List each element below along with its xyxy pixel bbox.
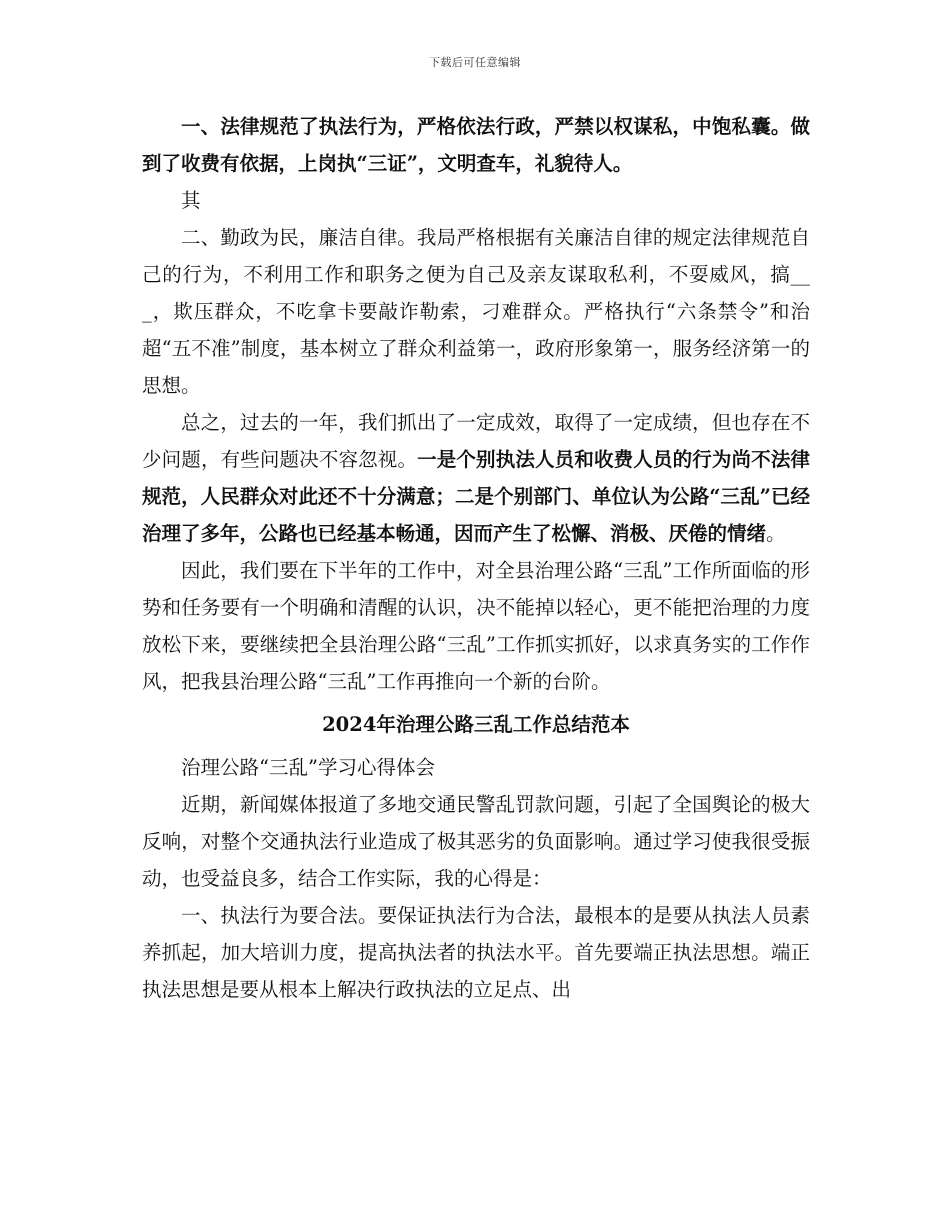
paragraph-law-regulation: 一、法律规范了执法行为，严格依法行政，严禁以权谋私，中饱私囊。做到了收费有依据，上岗执“三证”，文明查车，礼貌待人。 (142, 115, 810, 175)
paragraph-recent-news: 近期，新闻媒体报道了多地交通民警乱罚款问题，引起了全国舆论的极大反响，对整个交通执法行业造成了极其恶劣的负面影响。通过学习使我很受振动，也受益良多，结合工作实际，我的心得是： (142, 793, 810, 890)
paragraph-fragment: 其 (181, 189, 201, 212)
paragraph-summary (142, 404, 810, 552)
paragraph-diligence: 二、勤政为民，廉洁自律。我局严格根据有关廉洁自律的规定法律规范自己的行为，不利用工作和职务之便为自己及亲友谋取私利，不耍威风，搞___，欺压群众，不吃拿卡要敲诈勒索，刁难群众。严格执行“六条禁令”和治超“五不准”制度，基本树立了群众利益第一，政府形象第一，服务经济第一的思想。 (142, 226, 810, 397)
paragraph-legal-enforcement: 一、执法行为要合法。要保证执法行为合法，最根本的是要从执法人员素养抓起，加大培训力度，提高执法者的执法水平。首先要端正执法思想。端正执法思想是要从根本上解决行政执法的立足点、出 (142, 904, 810, 1001)
summary-end-text: 。 (766, 522, 786, 545)
summary-normal-text: 总之，过去的一年，我们抓出了一定成效，取得了一定成绩，但也存在不少问题，有些问题决不容忽视。 (142, 411, 810, 471)
summary-bold-text: 一是个别执法人员和收费人员的行为尚不法律规范，人民群众对此还不十分满意；二是个别部门、单位认为公路“三乱”已经治理了多年，公路也已经基本畅通，因而产生了松懈、消极、厌倦的情绪 (142, 448, 810, 545)
paragraph-conclusion: 因此，我们要在下半年的工作中，对全县治理公路“三乱”工作所面临的形势和任务要有一个明确和清醒的认识，决不能掉以轻心，更不能把治理的力度放松下来，要继续把全县治理公路“三乱”工作抓实抓好，以求真务实的工作作风，把我县治理公路“三乱”工作再推向一个新的台阶。 (142, 559, 810, 693)
paragraph-subtitle: 治理公路“三乱”学习心得体会 (181, 756, 435, 779)
document-body (142, 108, 810, 1008)
header-note: 下载后可任意编辑 (429, 56, 521, 69)
section-title: 2024年治理公路三乱工作总结范本 (322, 713, 630, 736)
